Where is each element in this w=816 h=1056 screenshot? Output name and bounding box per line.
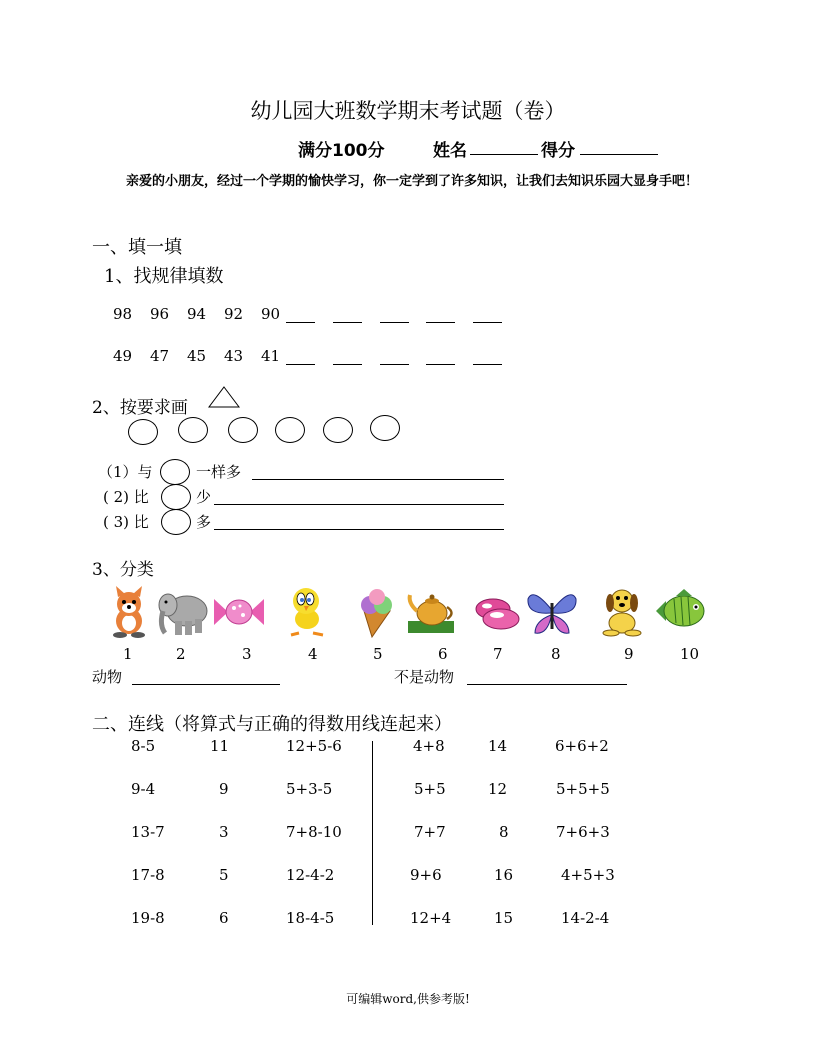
name-blank[interactable]: [470, 154, 538, 155]
q3-heading: 3、分类: [92, 560, 154, 580]
seq2-blank[interactable]: [473, 364, 502, 365]
picture-number: 7: [493, 645, 503, 663]
seq1-blank[interactable]: [380, 322, 409, 323]
picture-number: 4: [308, 645, 318, 663]
expression[interactable]: 4+5+3: [561, 866, 615, 884]
score-blank[interactable]: [580, 154, 658, 155]
candy-icon: [212, 585, 266, 639]
q2-heading: 2、按要求画: [92, 398, 188, 418]
dog-icon: [595, 585, 649, 639]
shoes-icon: [471, 585, 525, 639]
bird-icon: [279, 585, 333, 639]
fox-icon: [102, 585, 156, 639]
expression[interactable]: 12-4-2: [286, 866, 335, 884]
q2-line3-blank[interactable]: [214, 529, 504, 530]
q2-line2-suffix: 少: [196, 488, 212, 506]
picture-number: 9: [624, 645, 634, 663]
divider: [372, 741, 373, 925]
answer[interactable]: 6: [219, 909, 229, 927]
answer[interactable]: 12: [488, 780, 508, 798]
expression[interactable]: 7+7: [414, 823, 446, 841]
teapot-icon: [404, 585, 458, 639]
expression[interactable]: 5+5: [414, 780, 446, 798]
seq1-blank[interactable]: [473, 322, 502, 323]
full-score: 满分100分: [298, 141, 385, 161]
answer[interactable]: 8: [499, 823, 509, 841]
picture-number: 1: [123, 645, 133, 663]
expression[interactable]: 12+5-6: [286, 737, 342, 755]
answer[interactable]: 5: [219, 866, 229, 884]
ice-cream-icon: [350, 585, 404, 639]
seq2-blank[interactable]: [380, 364, 409, 365]
picture-number: 6: [438, 645, 448, 663]
expression[interactable]: 5+5+5: [556, 780, 610, 798]
footer-note: 可编辑word,供参考版!: [346, 992, 470, 1006]
triangle-icon: [207, 385, 241, 409]
expression[interactable]: 8-5: [131, 737, 156, 755]
expression[interactable]: 14-2-4: [561, 909, 610, 927]
expression[interactable]: 4+8: [413, 737, 445, 755]
q2-line2-prefix: ( 2) 比: [103, 488, 149, 506]
picture-number: 5: [373, 645, 383, 663]
expression[interactable]: 5+3-5: [286, 780, 333, 798]
q1-heading: 1、找规律填数: [104, 266, 224, 287]
picture-number: 10: [680, 645, 700, 663]
circle-shape: [128, 419, 158, 445]
expression[interactable]: 13-7: [131, 823, 165, 841]
circle-shape: [161, 484, 191, 510]
seq1-num: 90: [261, 305, 281, 323]
q2-line2-blank[interactable]: [214, 504, 504, 505]
seq2-blank[interactable]: [333, 364, 362, 365]
answer[interactable]: 3: [219, 823, 229, 841]
expression[interactable]: 7+8-10: [286, 823, 342, 841]
seq2-num: 49: [113, 347, 133, 365]
elephant-icon: [157, 585, 211, 639]
expression[interactable]: 9-4: [131, 780, 156, 798]
seq1-num: 96: [150, 305, 170, 323]
picture-number: 8: [551, 645, 561, 663]
seq1-num: 98: [113, 305, 133, 323]
answer[interactable]: 14: [488, 737, 508, 755]
expression[interactable]: 12+4: [410, 909, 452, 927]
q2-line1-prefix: （1）与: [98, 463, 153, 481]
answer[interactable]: 16: [494, 866, 514, 884]
circle-shape: [323, 417, 353, 443]
seq2-num: 47: [150, 347, 170, 365]
circle-shape: [160, 459, 190, 485]
expression[interactable]: 17-8: [131, 866, 165, 884]
answer[interactable]: 15: [494, 909, 514, 927]
q2-line1-suffix: 一样多: [196, 463, 242, 481]
not-animal-blank[interactable]: [467, 684, 627, 685]
page-title: 幼儿园大班数学期末考试题（卷）: [250, 99, 566, 123]
seq1-blank[interactable]: [426, 322, 455, 323]
seq1-num: 92: [224, 305, 244, 323]
seq1-num: 94: [187, 305, 207, 323]
seq2-num: 41: [261, 347, 281, 365]
not-animal-label: 不是动物: [394, 668, 455, 686]
seq1-blank[interactable]: [286, 322, 315, 323]
seq2-blank[interactable]: [286, 364, 315, 365]
q2-line1-blank[interactable]: [252, 479, 504, 480]
circle-shape: [161, 509, 191, 535]
animal-blank[interactable]: [132, 684, 280, 685]
expression[interactable]: 7+6+3: [556, 823, 610, 841]
animal-label: 动物: [92, 668, 123, 686]
expression[interactable]: 6+6+2: [555, 737, 609, 755]
seq2-blank[interactable]: [426, 364, 455, 365]
expression[interactable]: 9+6: [410, 866, 442, 884]
intro-text: 亲爱的小朋友，经过一个学期的愉快学习，你一定学到了许多知识，让我们去知识乐园大显身手吧！: [126, 174, 699, 189]
seq1-blank[interactable]: [333, 322, 362, 323]
section2-heading: 二、连线（将算式与正确的得数用线连起来）: [92, 714, 452, 735]
expression[interactable]: 18-4-5: [286, 909, 335, 927]
q2-line3-suffix: 多: [196, 513, 212, 531]
answer[interactable]: 11: [210, 737, 230, 755]
butterfly-icon: [525, 585, 579, 639]
answer[interactable]: 9: [219, 780, 229, 798]
seq2-num: 45: [187, 347, 207, 365]
circle-shape: [275, 417, 305, 443]
picture-number: 2: [176, 645, 186, 663]
score-label: 得分: [541, 141, 575, 161]
expression[interactable]: 19-8: [131, 909, 165, 927]
circle-shape: [228, 417, 258, 443]
circle-shape: [370, 415, 400, 441]
q2-line3-prefix: ( 3) 比: [103, 513, 149, 531]
section1-heading: 一、填一填: [92, 237, 182, 258]
fish-icon: [654, 585, 708, 639]
circle-shape: [178, 417, 208, 443]
name-label: 姓名: [433, 141, 467, 161]
picture-number: 3: [242, 645, 252, 663]
seq2-num: 43: [224, 347, 244, 365]
